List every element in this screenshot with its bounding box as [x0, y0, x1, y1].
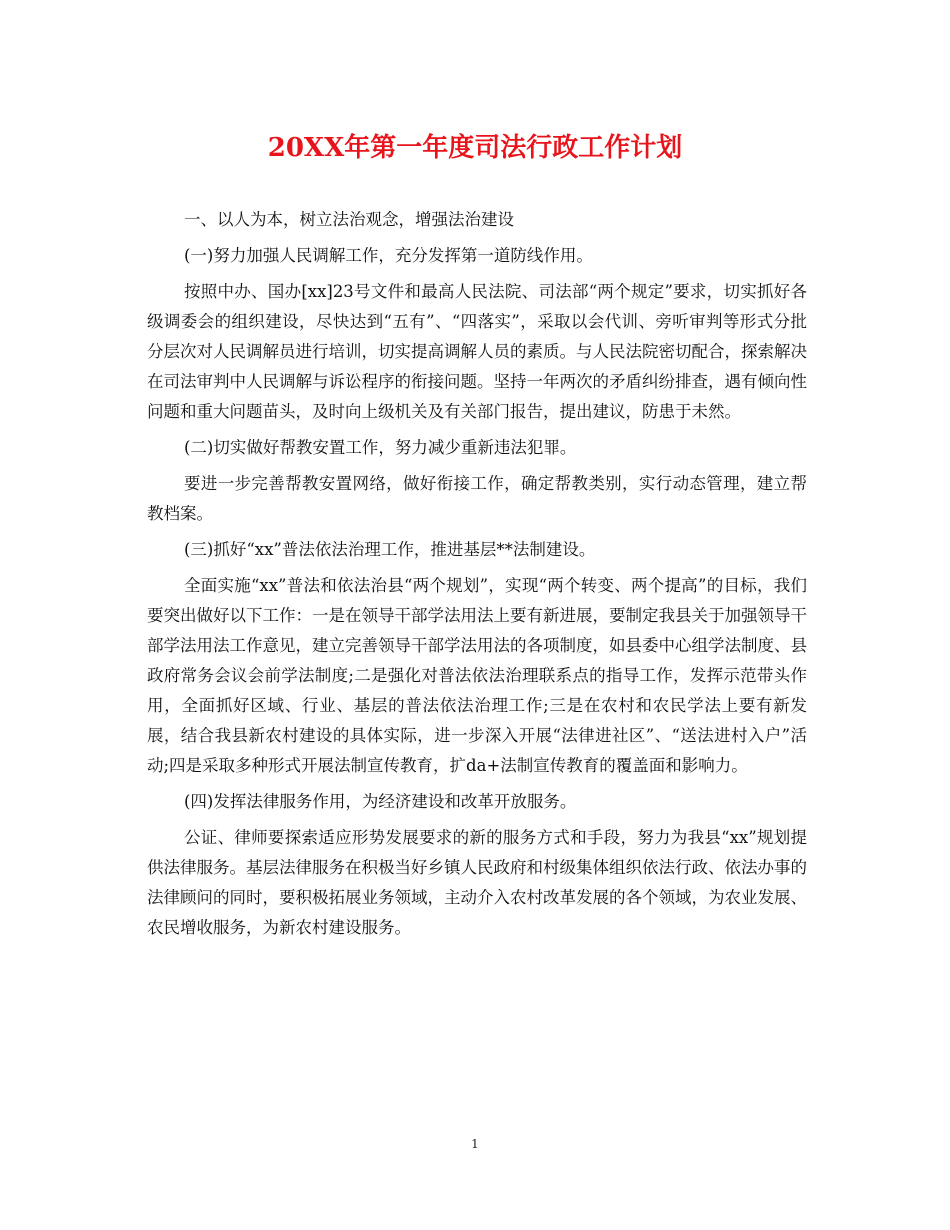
- section-heading: 一、以人为本，树立法治观念，增强法治建设: [184, 210, 514, 229]
- paragraph-legal-education: 全面实施“xx”普法和依法治县“两个规划”，实现“两个转变、两个提高”的目标，我们要突出做好以下工作：一是在领导干部学法用法上要有新进展，要制定我县关于加强领导干部学法用法工作意见，建立完善领导干部学法用法的各项制度，如县委中心组学法制度、县政府常务会议会前学法制度;二是强化对普法依法治理联系点的指导工作，发挥示范带头作用，全面抓好区域、行业、基层的普法依法治理工作;三是在农村和农民学法上要有新发展，结合我县新农村建设的具体实际，进一步深入开展“法律进社区”、“送法进村入户”活动;四是采取多种形式开展法制宣传教育，扩da+法制宣传教育的覆盖面和影响力。: [147, 576, 807, 775]
- document-body: [147, 205, 807, 949]
- subsection-heading-1: (一)努力加强人民调解工作，充分发挥第一道防线作用。: [184, 246, 593, 265]
- subsection-heading-4: (四)发挥法律服务作用，为经济建设和改革开放服务。: [184, 792, 577, 811]
- subsection-heading-2: (二)切实做好帮教安置工作，努力减少重新违法犯罪。: [184, 438, 577, 457]
- paragraph-resettlement: 要进一步完善帮教安置网络，做好衔接工作，确定帮教类别，实行动态管理，建立帮教档案。: [147, 474, 807, 523]
- paragraph-legal-services: 公证、律师要探索适应形势发展要求的新的服务方式和手段，努力为我县“xx”规划提供法律服务。基层法律服务在积极当好乡镇人民政府和村级集体组织依法行政、依法办事的法律顾问的同时，要积极拓展业务领域，主动介入农村改革发展的各个领域，为农业发展、农民增收服务，为新农村建设服务。: [147, 828, 807, 937]
- subsection-heading-3: (三)抓好“xx”普法依法治理工作，推进基层**法制建设。: [184, 540, 596, 559]
- paragraph-mediation: 按照中办、国办[xx]23号文件和最高人民法院、司法部“两个规定”要求，切实抓好各级调委会的组织建设，尽快达到“五有”、“四落实”，采取以会代训、旁听审判等形式分批分层次对人民调解员进行培训，切实提高调解人员的素质。与人民法院密切配合，探索解决在司法审判中人民调解与诉讼程序的衔接问题。坚持一年两次的矛盾纠纷排查，遇有倾向性问题和重大问题苗头，及时向上级机关及有关部门报告，提出建议，防患于未然。: [147, 282, 807, 421]
- document-title: 20XX年第一年度司法行政工作计划: [267, 133, 683, 163]
- page-number: 1: [471, 1137, 479, 1151]
